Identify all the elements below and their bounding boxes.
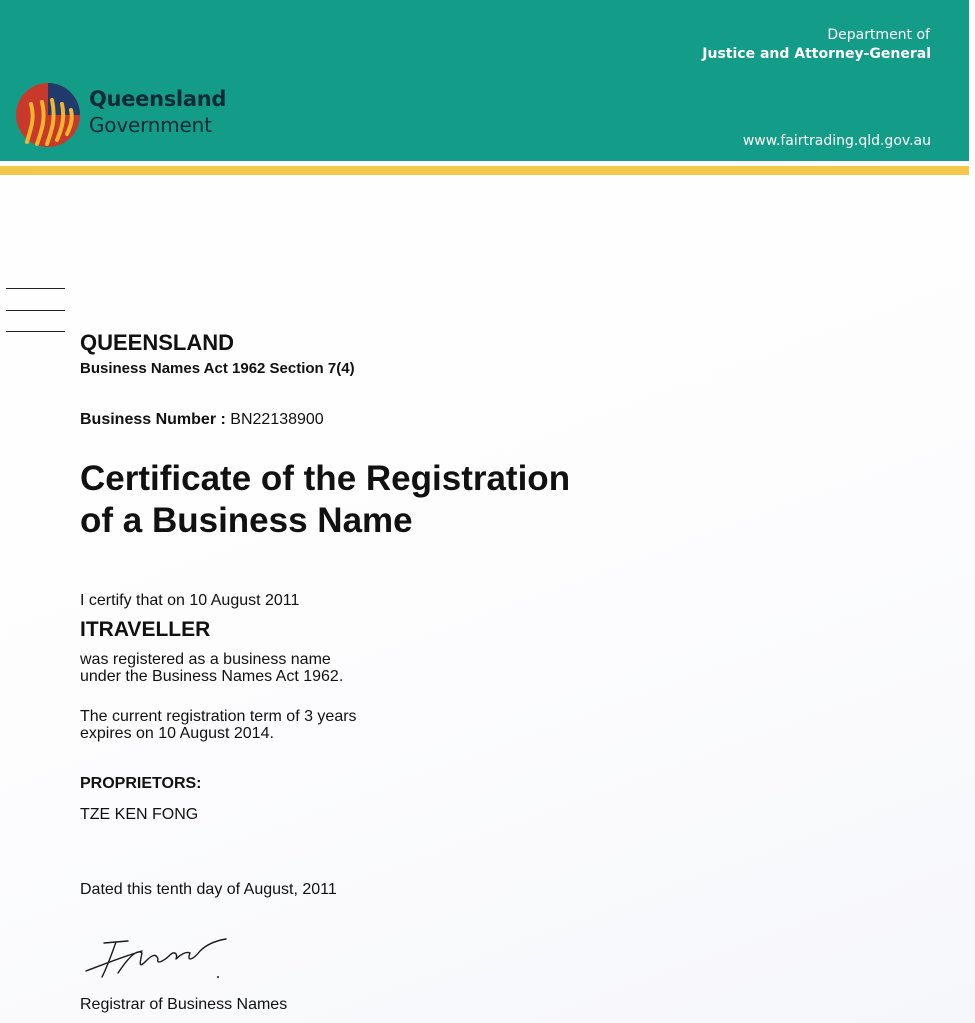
header-banner — [0, 0, 969, 161]
fold-mark-2 — [6, 310, 65, 311]
term-statement-line-2: expires on 10 August 2014. — [80, 725, 274, 742]
department-line-2: Justice and Attorney-General — [702, 46, 931, 62]
certificate-title-line-2: of a Business Name — [80, 501, 413, 540]
registrar-title: Registrar of Business Names — [80, 996, 288, 1013]
proprietors-heading: PROPRIETORS: — [80, 775, 202, 792]
dated-statement: Dated this tenth day of August, 2011 — [80, 881, 337, 898]
header-divider-gold — [0, 166, 969, 175]
term-statement — [80, 708, 357, 742]
website-url: www.fairtrading.qld.gov.au — [742, 133, 931, 149]
proprietor-name: TZE KEN FONG — [80, 806, 199, 823]
jurisdiction-heading: QUEENSLAND — [80, 330, 235, 355]
registration-statement — [80, 651, 343, 685]
certificate-title — [80, 458, 570, 542]
fold-mark-3 — [6, 331, 65, 332]
business-name: ITRAVELLER — [80, 618, 211, 641]
registration-statement-line-2: under the Business Names Act 1962. — [80, 668, 344, 685]
business-number-label: Business Number : — [80, 411, 226, 428]
logo-wordmark-sub: Government — [89, 113, 212, 137]
certify-statement: I certify that on 10 August 2011 — [80, 592, 300, 609]
business-number-value: BN22138900 — [230, 411, 324, 428]
fold-mark-1 — [6, 288, 65, 289]
act-reference: Business Names Act 1962 Section 7(4) — [80, 360, 355, 377]
logo-wordmark: Queensland — [89, 87, 227, 111]
certificate-title-line-1: Certificate of the Registration — [80, 459, 571, 498]
term-statement-line-1: The current registration term of 3 years — [80, 708, 357, 725]
registration-statement-line-1: was registered as a business name — [80, 651, 331, 668]
department-line-1: Department of — [827, 27, 930, 43]
registrar-signature — [82, 933, 232, 983]
queensland-government-logo-icon — [13, 80, 83, 150]
business-number-row — [80, 411, 324, 429]
